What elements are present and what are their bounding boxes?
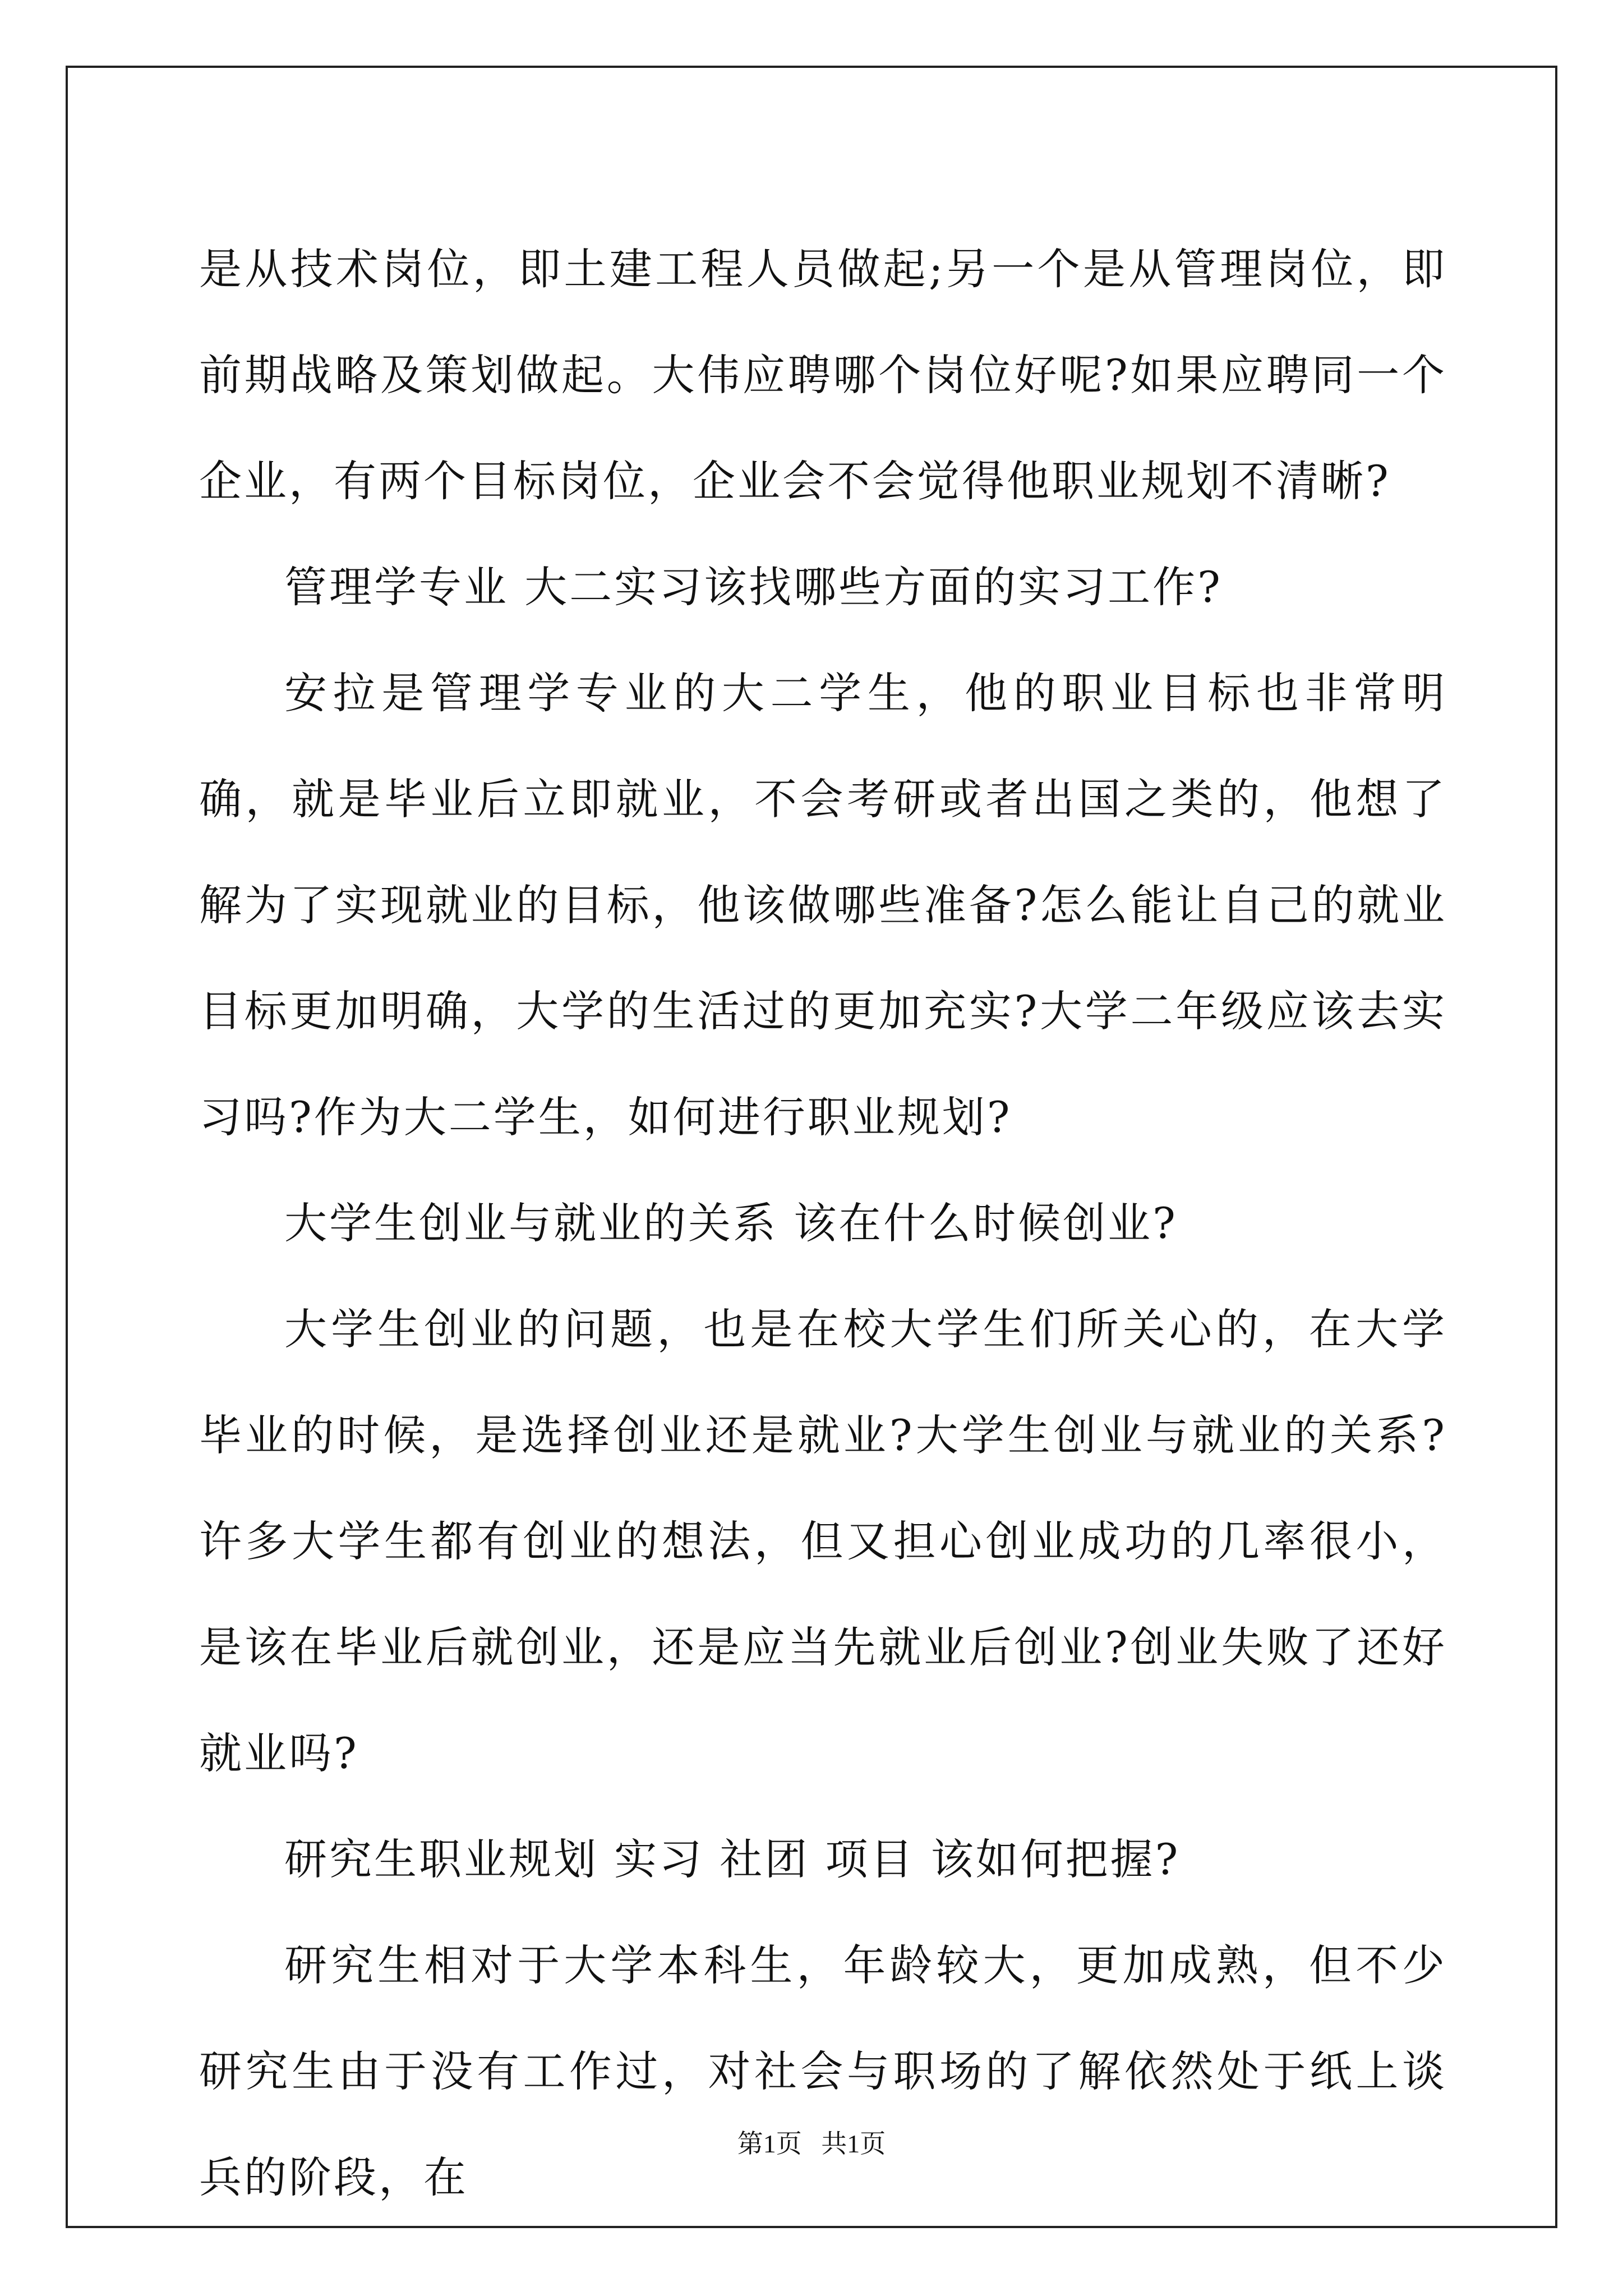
- paragraph-entrepreneurship: 大学生创业的问题，也是在校大学生们所关心的，在大学毕业的时候，是选择创业还是就业?大学生创业与就业的关系?许多大学生都有创业的想法，但又担心创业成功的几率很小，是该在毕业后就创业，还是应当先就业后创业?创业失败了还好就业吗?: [199, 1304, 1447, 1778]
- section-heading-graduate-planning: 研究生职业规划 实习 社团 项目 该如何把握?: [284, 1834, 1181, 1884]
- document-body: [199, 216, 1447, 2230]
- section-heading-entrepreneurship: 大学生创业与就业的关系 该在什么时候创业?: [284, 1198, 1178, 1248]
- paragraph-continuation: 是从技术岗位，即土建工程人员做起;另一个是从管理岗位，即前期战略及策划做起。大伟应聘哪个岗位好呢?如果应聘同一个企业，有两个目标岗位，企业会不会觉得他职业规划不清晰?: [199, 244, 1447, 506]
- section-heading-management-internship: 管理学专业 大二实习该找哪些方面的实习工作?: [284, 562, 1223, 612]
- paragraph-graduate-students: 研究生相对于大学本科生，年龄较大，更加成熟，但不少研究生由于没有工作过，对社会与职场的了解依然处于纸上谈兵的阶段，在: [199, 1940, 1447, 2202]
- page-number: 第1页 共1页: [737, 2129, 886, 2158]
- paragraph-anla-case: 安拉是管理学专业的大二学生，他的职业目标也非常明确，就是毕业后立即就业，不会考研或者出国之类的，他想了解为了实现就业的目标，他该做哪些准备?怎么能让自己的就业目标更加明确，大学的生活过的更加充实?大学二年级应该去实习吗?作为大二学生，如何进行职业规划?: [199, 668, 1447, 1142]
